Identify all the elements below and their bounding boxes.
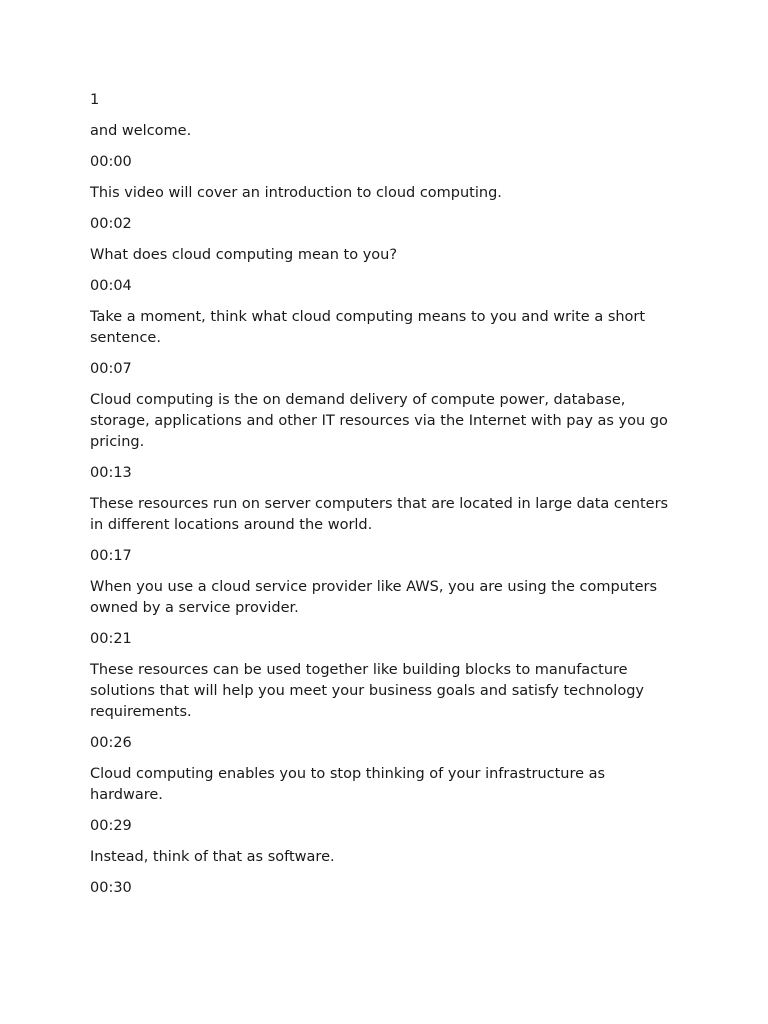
transcript-page bbox=[90, 90, 680, 909]
transcript-text: Cloud computing is the on demand delivery of compute power, database, storage, applications and other IT resources via the Internet with pay as you go pricing. bbox=[90, 392, 668, 450]
transcript-text: Take a moment, think what cloud computing means to you and write a short sentence. bbox=[90, 309, 646, 346]
transcript-text: Instead, think of that as software. bbox=[90, 849, 335, 865]
timestamp: 00:07 bbox=[90, 361, 132, 377]
transcript-text: and welcome. bbox=[90, 123, 192, 139]
timestamp: 00:04 bbox=[90, 278, 132, 294]
timestamp: 00:13 bbox=[90, 465, 132, 481]
timestamp: 00:00 bbox=[90, 154, 132, 170]
page-number: 1 bbox=[90, 92, 100, 108]
transcript-text: These resources can be used together like building blocks to manufacture solutions that will help you meet your business goals and satisfy technology requirements. bbox=[90, 662, 644, 720]
timestamp: 00:17 bbox=[90, 548, 132, 564]
timestamp: 00:21 bbox=[90, 631, 132, 647]
transcript-text: When you use a cloud service provider like AWS, you are using the computers owned by a service provider. bbox=[90, 579, 658, 616]
transcript-text: These resources run on server computers that are located in large data centers in different locations around the world. bbox=[90, 496, 669, 533]
timestamp: 00:30 bbox=[90, 880, 132, 896]
transcript-text: This video will cover an introduction to cloud computing. bbox=[90, 185, 502, 201]
timestamp: 00:26 bbox=[90, 735, 132, 751]
transcript-text: What does cloud computing mean to you? bbox=[90, 247, 398, 263]
transcript-text: Cloud computing enables you to stop thinking of your infrastructure as hardware. bbox=[90, 766, 606, 803]
timestamp: 00:02 bbox=[90, 216, 132, 232]
timestamp: 00:29 bbox=[90, 818, 132, 834]
